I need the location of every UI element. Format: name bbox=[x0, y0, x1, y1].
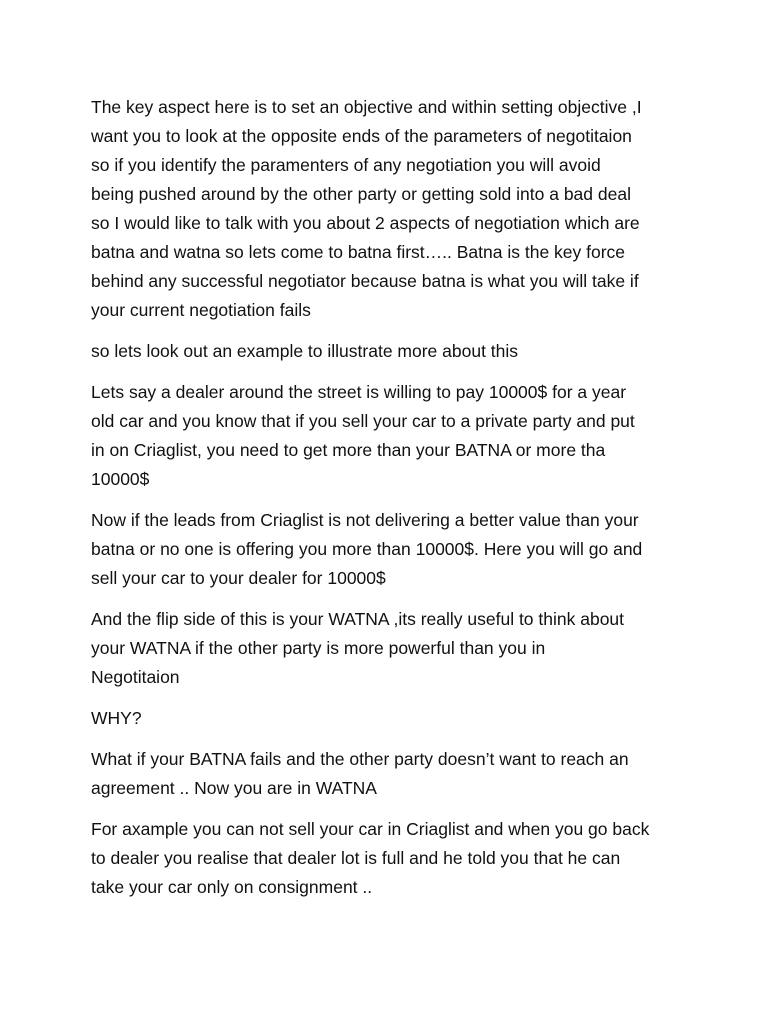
paragraph-why: WHY? bbox=[91, 708, 142, 728]
paragraph-watna-intro: And the flip side of this is your WATNA ,its really useful to think about your WATNA if the other party is more powerful than you in Negotitaion bbox=[91, 609, 625, 687]
paragraph-criaglist-leads: Now if the leads from Criaglist is not delivering a better value than your batna or no one is offering you more than 10000$. Here you will go and sell your car to your dealer for 10000$ bbox=[91, 510, 643, 588]
document-body bbox=[91, 93, 691, 914]
paragraph-example-lead: so lets look out an example to illustrate more about this bbox=[91, 341, 519, 361]
paragraph-dealer-example: Lets say a dealer around the street is willing to pay 10000$ for a year old car and you know that if you sell your car to a private party and put in on Criaglist, you need to get more than your BATNA or more tha 10000$ bbox=[91, 382, 635, 489]
paragraph-batna-intro: The key aspect here is to set an objective and within setting objective ,I want you to look at the opposite ends of the parameters of negotitaion so if you identify the paramenters of any negotiation you will avoid being pushed around by the other party or getting sold into a bad deal so I would like to talk with you about 2 aspects of negotiation which are batna and watna so lets come to batna first….. Batna is the key force behind any successful negotiator because batna is what you will take if your current negotiation fails bbox=[91, 97, 642, 320]
paragraph-batna-fails: What if your BATNA fails and the other party doesn’t want to reach an agreement .. Now you are in WATNA bbox=[91, 749, 629, 798]
paragraph-consignment-example: For axample you can not sell your car in Criaglist and when you go back to dealer you realise that dealer lot is full and he told you that he can take your car only on consignment .. bbox=[91, 819, 650, 897]
